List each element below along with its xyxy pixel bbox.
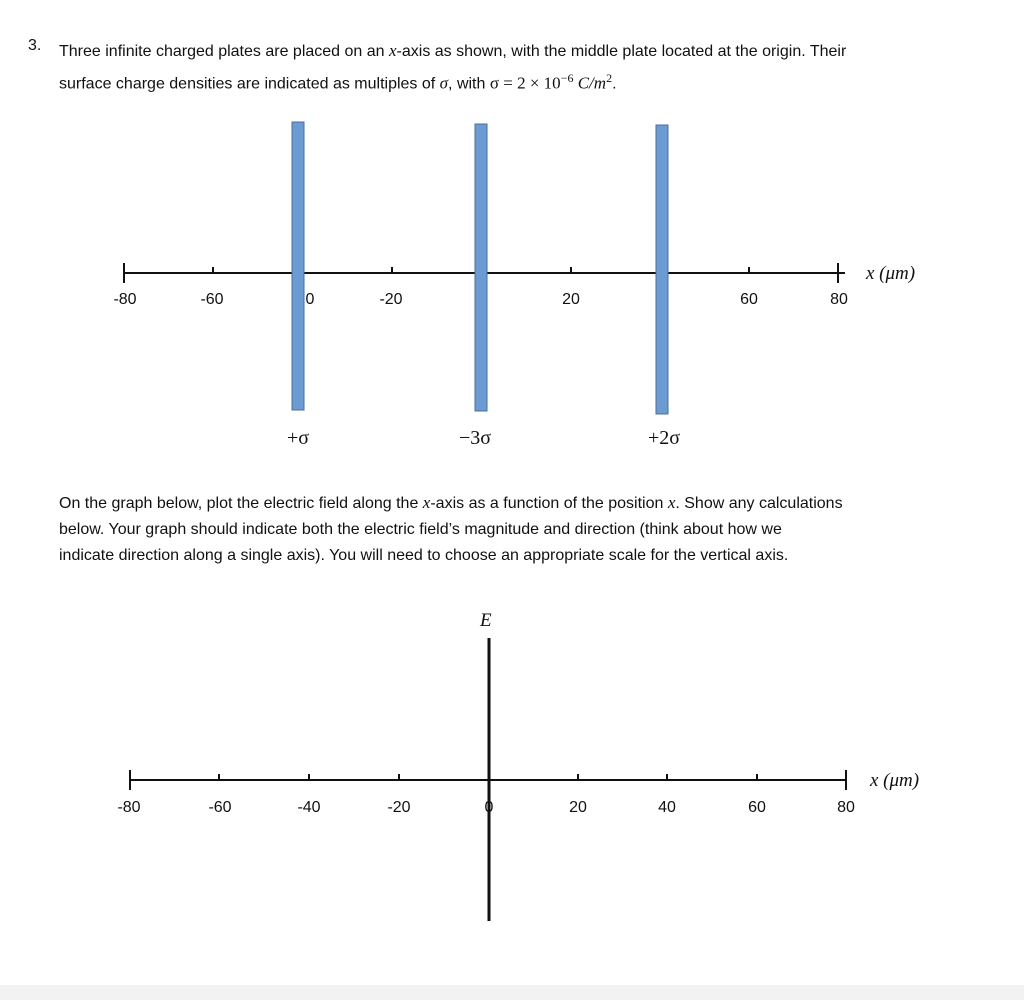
charged-plate <box>475 124 487 411</box>
plate-charge-label: +σ <box>286 427 310 449</box>
e-axis-label: E <box>480 610 492 631</box>
math-equation: σ = 2 × 10 <box>489 73 561 93</box>
top-tick-label: -20 <box>379 291 403 308</box>
top-tick-label: -80 <box>113 291 137 308</box>
plate-charge-label: +2σ <box>647 427 681 449</box>
bottom-axis-tick-labels <box>117 799 855 816</box>
problem-text: , with <box>448 75 490 93</box>
page-bottom-strip <box>0 985 1024 1000</box>
problem-text: Three infinite charged plates are placed on an <box>59 43 389 60</box>
instructions-line-1 <box>59 490 989 517</box>
bottom-tick-label: 20 <box>569 799 587 816</box>
top-tick-label: -60 <box>200 291 224 308</box>
instructions-line-2: below. Your graph should indicate both the electric field’s magnitude and direction (think about how we <box>59 521 782 538</box>
top-tick-label: 80 <box>830 291 848 308</box>
top-axis-title: x (μm) <box>866 263 916 284</box>
top-tick-label: 0 <box>305 291 315 308</box>
math-unit: C/m <box>573 73 607 93</box>
instructions-text: . Show any calculations <box>675 495 843 512</box>
plate-charge-labels <box>287 427 680 449</box>
top-diagram <box>113 122 915 449</box>
question-number: 3. <box>28 37 42 54</box>
instructions-text: On the graph below, plot the electric field along the <box>59 495 423 512</box>
top-tick-label: 20 <box>562 291 580 308</box>
instructions <box>59 490 989 569</box>
bottom-tick-label: -60 <box>208 799 232 816</box>
problem-text: surface charge densities are indicated as multiples of <box>59 75 440 93</box>
problem-text: -axis as shown, with the middle plate located at the origin. Their <box>396 43 847 60</box>
bottom-tick-label: -40 <box>297 799 321 816</box>
bottom-tick-label: -20 <box>387 799 411 816</box>
bottom-tick-label: 0 <box>484 799 494 816</box>
plate-charge-label: −3σ <box>458 427 492 449</box>
charged-plate <box>656 125 668 414</box>
instructions-text: -axis as a function of the position <box>430 495 668 512</box>
bottom-tick-label: 40 <box>658 799 676 816</box>
bottom-tick-label: 60 <box>748 799 766 816</box>
bottom-graph <box>117 610 919 921</box>
problem-text: . <box>612 75 617 93</box>
math-variable: x <box>389 41 397 60</box>
bottom-tick-label: 80 <box>837 799 855 816</box>
math-variable: x <box>422 493 431 512</box>
bottom-tick-label: -80 <box>117 799 141 816</box>
top-tick-label: 60 <box>740 291 758 308</box>
math-exponent: 2 <box>606 71 613 85</box>
bottom-axis-title: x (μm) <box>870 770 920 791</box>
math-variable: σ <box>439 73 449 93</box>
charged-plates <box>292 122 668 414</box>
math-variable: x <box>667 493 676 512</box>
charged-plate <box>292 122 304 410</box>
instructions-line-3: indicate direction along a single axis). You will need to choose an appropriate scale for the vertical axis. <box>59 547 789 564</box>
math-exponent: −6 <box>560 71 574 85</box>
